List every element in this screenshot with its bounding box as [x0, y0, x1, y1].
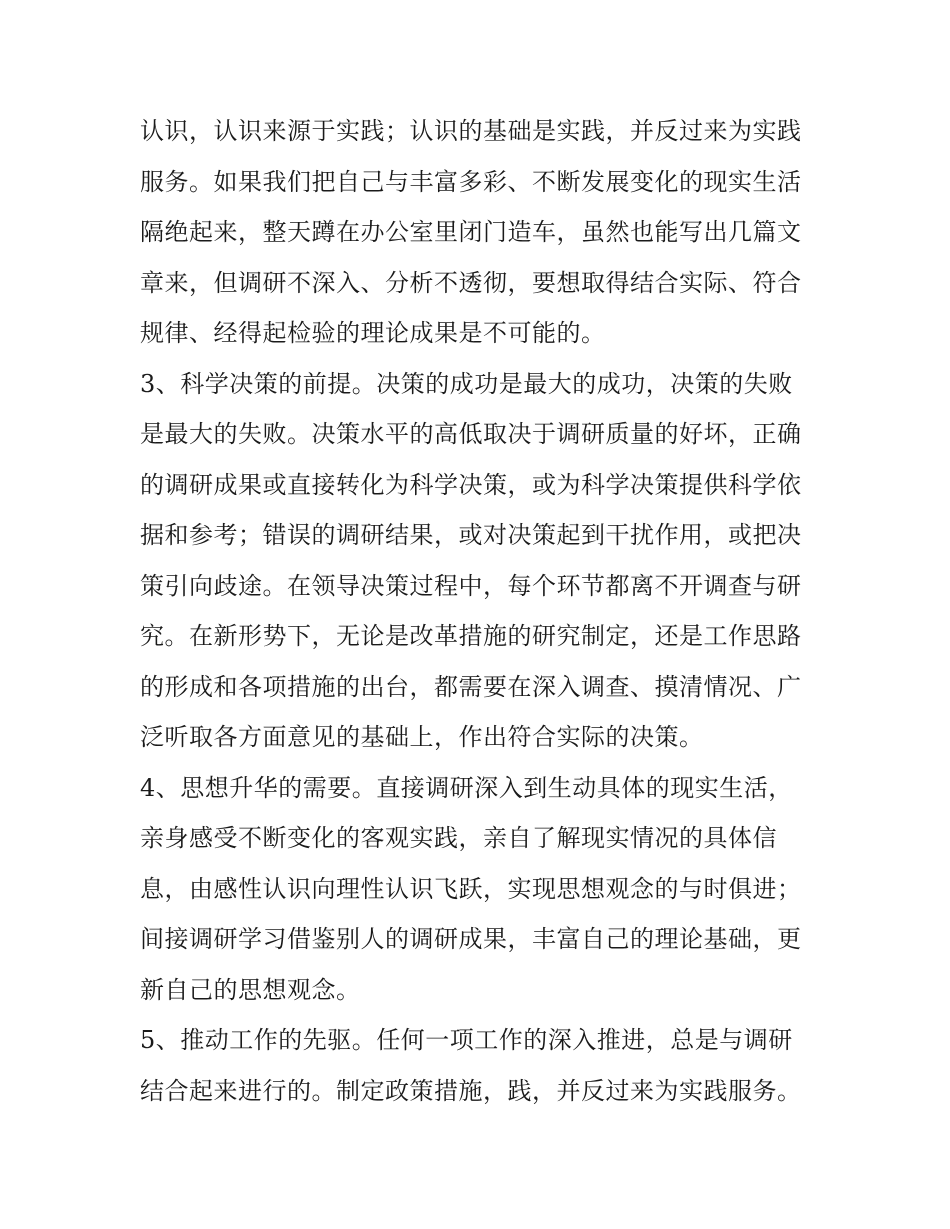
paragraph-point-3 — [140, 359, 820, 763]
text-line: 究。在新形势下，无论是改革措施的研究制定，还是工作思路 — [140, 622, 802, 650]
paragraph-point-5 — [140, 1015, 820, 1116]
text-line: 泛听取各方面意见的基础上，作出符合实际的决策。 — [140, 723, 704, 751]
text-line: 间接调研学习借鉴别人的调研成果，丰富自己的理论基础，更 — [140, 925, 802, 953]
text-line: 规律、经得起检验的理论成果是不可能的。 — [140, 319, 606, 347]
text-line: 策引向歧途。在领导决策过程中，每个环节都离不开调查与研 — [140, 571, 802, 600]
text-line: 服务。如果我们把自己与丰富多彩、不断发展变化的现实生活 — [140, 167, 802, 196]
text-line: 的调研成果或直接转化为科学决策，或为科学决策提供科学依 — [140, 470, 802, 499]
text-line: 亲身感受不断变化的客观实践，亲自了解现实情况的具体信 — [140, 824, 777, 852]
text-line: 隔绝起来，整天蹲在办公室里闭门造车，虽然也能写出几篇文 — [140, 218, 802, 246]
text-line: 是最大的失败。决策水平的高低取决于调研质量的好坏，正确 — [140, 420, 802, 448]
text-line: 5、推动工作的先驱。任何一项工作的深入推进，总是与调研 — [140, 1026, 793, 1054]
text-line: 息，由感性认识向理性认识飞跃，实现思想观念的与时俱进； — [140, 874, 802, 903]
text-line: 认识，认识来源于实践；认识的基础是实践，并反过来为实践 — [140, 117, 802, 145]
text-line: 4、思想升华的需要。直接调研深入到生动具体的现实生活， — [140, 773, 793, 802]
text-line: 的形成和各项措施的出台，都需要在深入调查、摸清情况、广 — [140, 672, 802, 701]
text-line: 据和参考；错误的调研结果，或对决策起到干扰作用，或把决 — [140, 521, 802, 549]
paragraph-point-4 — [140, 763, 820, 1016]
paragraph-continuation — [140, 106, 820, 359]
text-line: 新自己的思想观念。 — [140, 975, 361, 1004]
text-line: 3、科学决策的前提。决策的成功是最大的成功，决策的失败 — [140, 369, 793, 398]
text-line: 结合起来进行的。制定政策措施，践，并反过来为实践服务。 — [140, 1076, 802, 1105]
document-body — [140, 106, 820, 1116]
text-line: 章来，但调研不深入、分析不透彻，要想取得结合实际、符合 — [140, 268, 802, 297]
